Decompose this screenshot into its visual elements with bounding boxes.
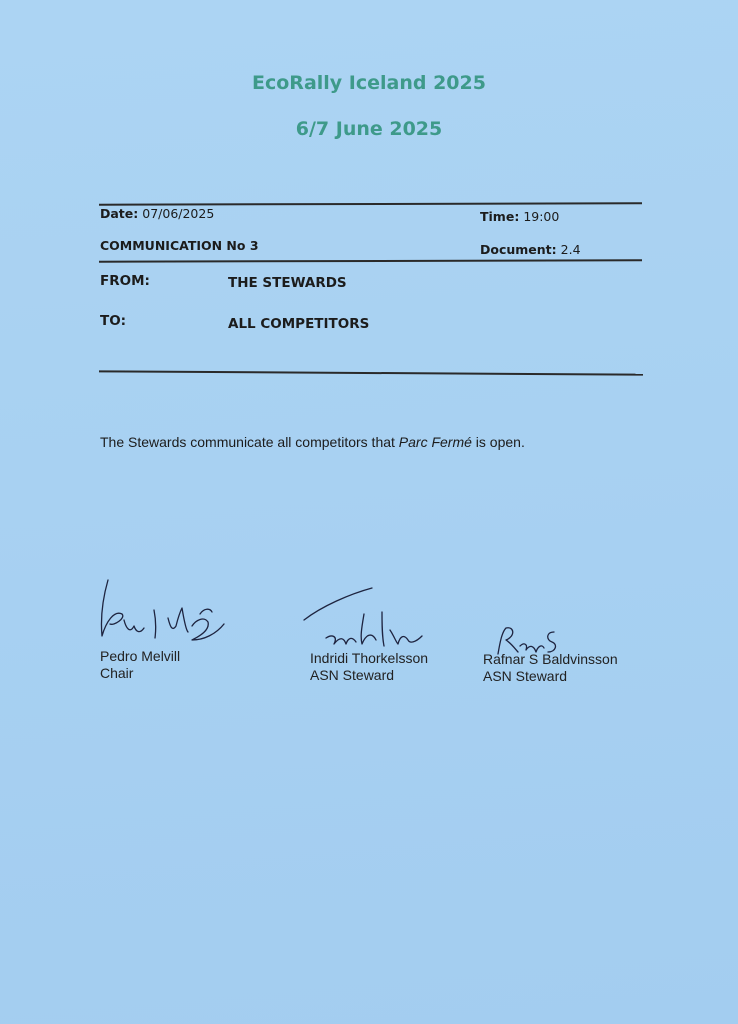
header-bottom-rule bbox=[99, 259, 642, 262]
signatory-rafnar-role: ASN Steward bbox=[483, 668, 568, 684]
from-value: THE STEWARDS bbox=[228, 275, 347, 291]
event-dates: 6/7 June 2025 bbox=[295, 118, 443, 140]
date-field bbox=[100, 206, 214, 221]
signature-steward-indridi bbox=[298, 584, 438, 654]
communication-label: COMMUNICATION No 3 bbox=[100, 238, 259, 253]
signature-chair bbox=[92, 574, 242, 644]
time-value: 19:00 bbox=[523, 209, 560, 224]
date-label: Date: bbox=[100, 206, 139, 221]
signatory-chair-role: Chair bbox=[100, 665, 134, 681]
signatory-indridi-role: ASN Steward bbox=[310, 667, 395, 683]
document-label: Document: bbox=[480, 242, 557, 257]
message-emphasis: Parc Fermé bbox=[398, 434, 472, 450]
signatory-steward-indridi bbox=[310, 650, 428, 684]
to-value: ALL COMPETITORS bbox=[228, 316, 370, 332]
signatory-chair bbox=[100, 648, 180, 682]
to-label: TO: bbox=[100, 313, 127, 329]
header-top-rule bbox=[99, 202, 642, 205]
document-field bbox=[480, 242, 581, 257]
date-value: 07/06/2025 bbox=[142, 206, 215, 221]
time-field bbox=[480, 209, 559, 224]
document-title: EcoRally Iceland 2025 bbox=[252, 72, 486, 94]
signatory-chair-name: Pedro Melvill bbox=[100, 648, 181, 664]
from-label: FROM: bbox=[100, 273, 150, 289]
message-after: is open. bbox=[471, 434, 525, 450]
message-text bbox=[100, 434, 525, 450]
message-before: The Stewards communicate all competitors that bbox=[100, 434, 399, 450]
document-value: 2.4 bbox=[560, 242, 581, 257]
time-label: Time: bbox=[480, 209, 520, 224]
signatory-rafnar-name: Rafnar S Baldvinsson bbox=[483, 651, 618, 667]
signatory-steward-rafnar bbox=[483, 651, 618, 685]
routing-rule bbox=[99, 370, 643, 375]
communication-number bbox=[100, 238, 259, 253]
signatory-indridi-name: Indridi Thorkelsson bbox=[310, 650, 429, 666]
